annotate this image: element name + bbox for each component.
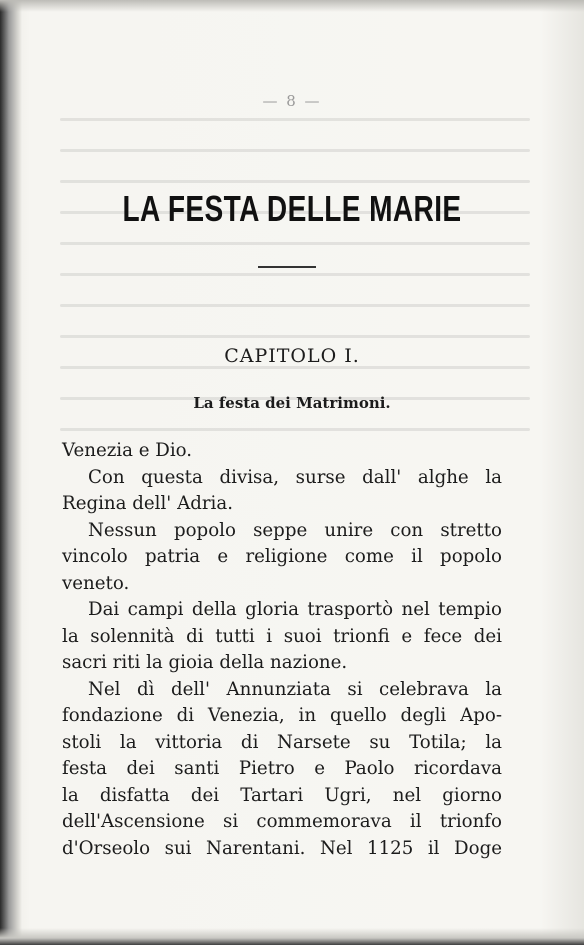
- text-line: dell'Ascensione si commemorava il trionfo: [62, 811, 502, 832]
- chapter-heading: CAPITOLO I.: [224, 345, 360, 367]
- text-line: stoli la vittoria di Narsete su Totila; la: [62, 731, 502, 753]
- text-line: sacri riti la gioia della nazione.: [62, 652, 348, 673]
- text-line: Dai campi della gloria trasportò nel tempio: [88, 599, 502, 620]
- text-line: vincolo patria e religione come il popolo: [62, 546, 502, 567]
- text-line: Con questa divisa, surse dall' alghe la: [88, 466, 502, 488]
- book-spine-shadow: [0, 0, 22, 945]
- text-line: festa dei santi Pietro e Paolo ricordava: [62, 758, 502, 779]
- text-line: Nel dì dell' Annunziata si celebrava la: [88, 678, 502, 700]
- page-bottom-edge: [0, 928, 584, 945]
- page-top-edge: [0, 0, 584, 12]
- text-line: Nessun popolo seppe unire con stretto: [88, 519, 502, 541]
- text-line: d'Orseolo sui Narentani. Nel 1125 il Doge: [62, 837, 502, 859]
- text-line: Regina dell' Adria.: [62, 493, 233, 514]
- text-line: fondazione di Venezia, in quello degli Apo-: [62, 705, 502, 726]
- text-line: la disfatta dei Tartari Ugri, nel giorno: [62, 784, 502, 806]
- text-line: veneto.: [62, 572, 130, 594]
- page-number: — 8 —: [262, 92, 322, 110]
- text-line: la solennità di tutti i suoi trionfi e fece dei: [62, 625, 502, 647]
- chapter-title: LA FESTA DELLE MARIE: [122, 188, 462, 229]
- text-line: Venezia e Dio.: [62, 440, 193, 461]
- title-divider: [258, 266, 316, 268]
- reverse-page-show-through: [60, 118, 530, 478]
- chapter-subtitle: La festa dei Matrimoni.: [193, 394, 391, 412]
- body-text: [62, 438, 502, 862]
